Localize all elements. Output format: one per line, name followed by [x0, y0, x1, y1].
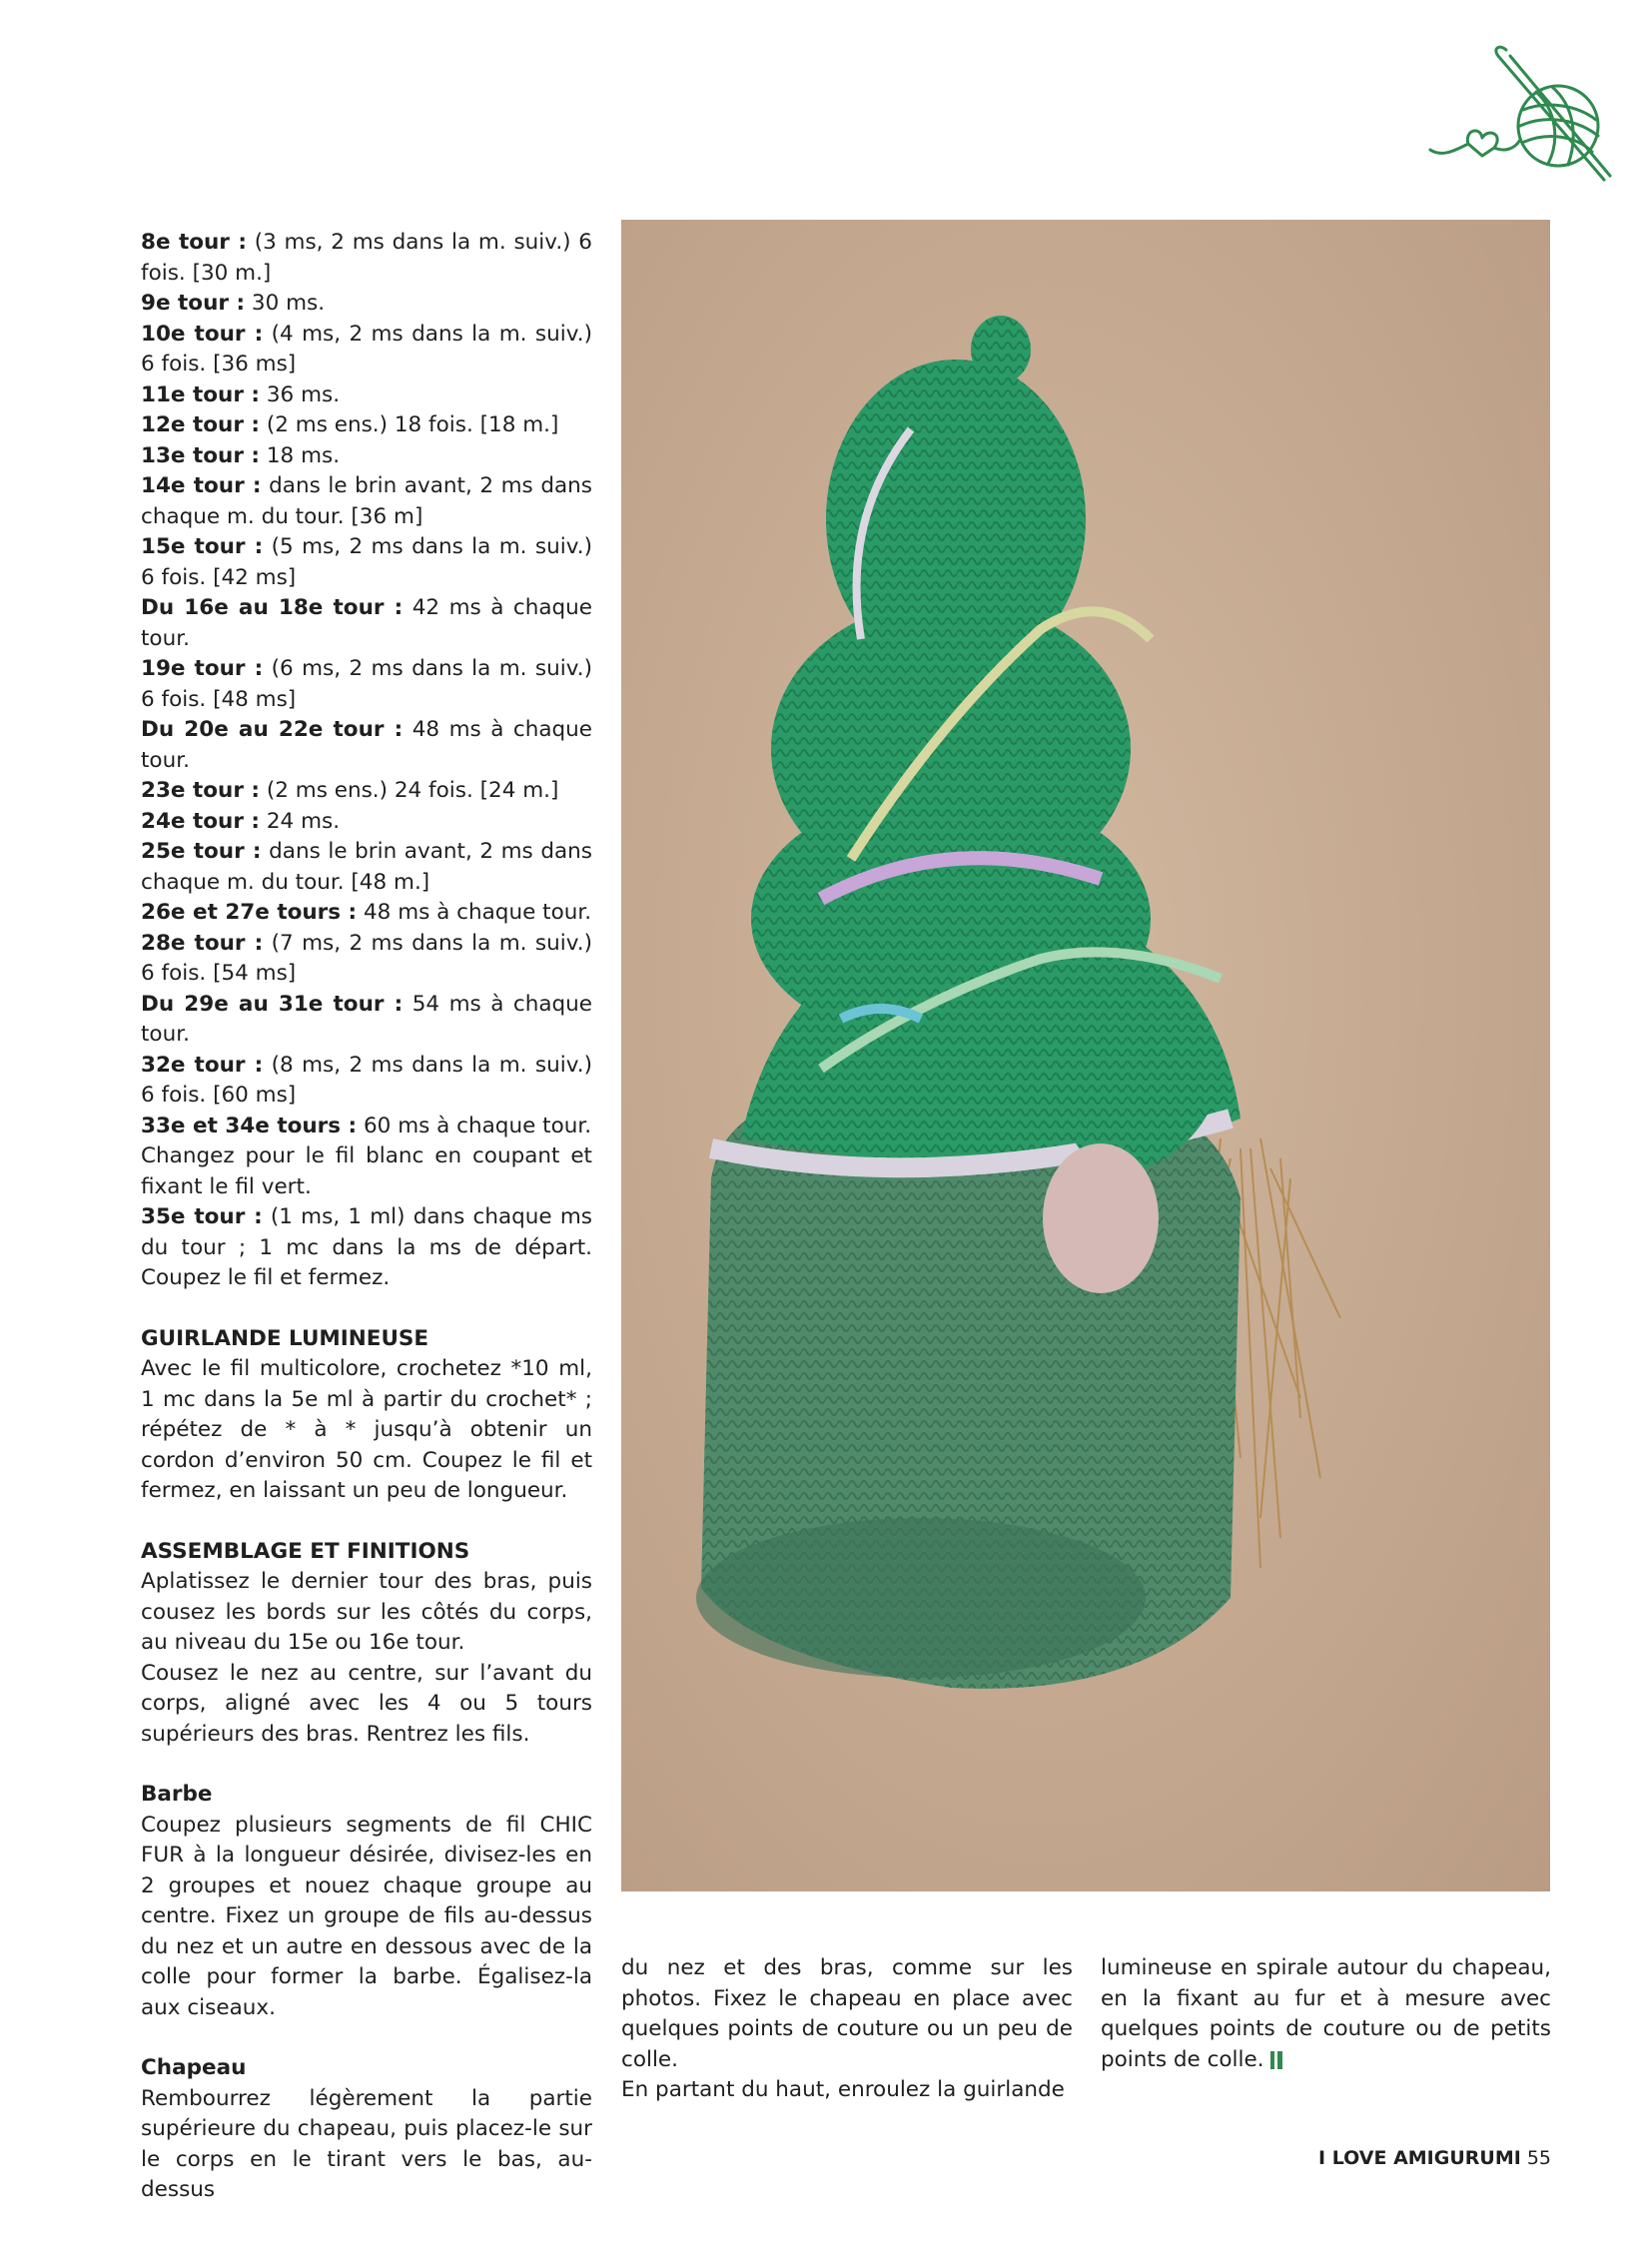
magazine-name: I LOVE AMIGURUMI [1318, 2147, 1521, 2169]
row-text: dans le brin avant, 2 ms dans chaque m. du tour. [36 m] [141, 473, 592, 529]
pattern-row [141, 776, 592, 807]
row-label: 33e et 34e tours : [141, 1113, 358, 1138]
row-text: 60 ms à chaque tour. [364, 1113, 592, 1138]
row-text: 30 ms. [251, 291, 326, 316]
row-text: 18 ms. [266, 442, 341, 468]
middle-column [621, 1953, 1073, 2106]
row-label: Du 20e au 22e tour : [141, 717, 404, 742]
chapeau-text-mid-2: En partant du haut, enroulez la guirlande [621, 2077, 1065, 2102]
assemblage-text-1: Aplatissez le dernier tour des bras, puis cousez les bords sur les côtés du corps, au niveau du 15e ou 16e tour. [141, 1569, 592, 1655]
chapeau-text-right [1101, 1953, 1551, 2078]
row-text: 36 ms. [266, 381, 341, 407]
pattern-row [141, 289, 592, 320]
pattern-row [141, 1141, 592, 1202]
row-label: 10e tour : [141, 321, 264, 347]
pattern-row [141, 410, 592, 441]
row-label: 11e tour : [141, 381, 261, 407]
row-text: (5 ms, 2 ms dans la m. suiv.) 6 fois. [42 ms] [141, 534, 592, 590]
row-label: 26e et 27e tours : [141, 900, 358, 925]
pattern-row [141, 532, 592, 593]
section-heading-barbe: Barbe [141, 1782, 213, 1807]
pattern-row [141, 837, 592, 898]
row-text: dans le brin avant, 2 ms dans chaque m. du tour. [48 m.] [141, 839, 592, 895]
row-text: (2 ms ens.) 18 fois. [18 m.] [266, 412, 559, 437]
pattern-row [141, 228, 592, 289]
row-text: (3 ms, 2 ms dans la m. suiv.) 6 fois. [30 m.] [141, 230, 592, 286]
yarn-ball-crochet-hook-heart-icon [1428, 40, 1618, 200]
pattern-row [141, 441, 592, 472]
right-column [1101, 1953, 1551, 2078]
section-heading-chapeau: Chapeau [141, 2055, 247, 2080]
row-label: 14e tour : [141, 473, 262, 498]
guirlande-text: Avec le fil multicolore, crochetez *10 ml, 1 mc dans la 5e ml à partir du crochet* ; répétez de * à * jusqu’à obtenir un cordon d’environ 50 cm. Coupez le fil et fermez, en laissant un peu de longueur. [141, 1356, 592, 1503]
row-label: 15e tour : [141, 534, 264, 559]
row-label: 35e tour : [141, 1204, 263, 1229]
pattern-row [141, 593, 592, 654]
section-heading-guirlande: GUIRLANDE LUMINEUSE [141, 1325, 429, 1351]
row-text: (7 ms, 2 ms dans la m. suiv.) 6 fois. [54 ms] [141, 930, 592, 986]
row-label: 12e tour : [141, 412, 261, 437]
pattern-row [141, 929, 592, 990]
row-text: Changez pour le fil blanc en coupant et fixant le fil vert. [141, 1143, 592, 1199]
pattern-row [141, 898, 592, 929]
assemblage-text-2: Cousez le nez au centre, sur l’avant du corps, aligné avec les 4 ou 5 tours supérieurs des bras. Rentrez les fils. [141, 1660, 592, 1747]
left-column [141, 228, 592, 2206]
pattern-row [141, 471, 592, 532]
row-label: 28e tour : [141, 930, 264, 956]
pattern-row [141, 380, 592, 411]
row-label: Du 16e au 18e tour : [141, 595, 404, 620]
row-text: 24 ms. [266, 808, 341, 834]
pattern-row [141, 990, 592, 1051]
row-label: 19e tour : [141, 656, 264, 681]
pattern-row [141, 1051, 592, 1112]
row-text: 48 ms à chaque tour. [364, 900, 592, 925]
magazine-logo [1428, 40, 1618, 200]
row-label: 9e tour : [141, 291, 246, 316]
barbe-text: Coupez plusieurs segments de fil CHIC FUR à la longueur désirée, divisez-les en 2 groupes et nouez chaque groupe au centre. Fixez un groupe de fils au-dessus du nez et un autre en dessous avec de la colle pour former la barbe. Égalisez-la aux ciseaux. [141, 1812, 592, 2020]
row-label: 13e tour : [141, 442, 261, 468]
pattern-row [141, 654, 592, 715]
crocheted-christmas-tree-gnome-photo [621, 220, 1550, 1891]
row-text: (4 ms, 2 ms dans la m. suiv.) 6 fois. [36 ms] [141, 321, 592, 376]
row-label: 25e tour : [141, 839, 262, 864]
row-label: 24e tour : [141, 808, 261, 834]
row-text: (2 ms ens.) 24 fois. [24 m.] [266, 778, 559, 803]
page-footer [1318, 2146, 1551, 2170]
row-text: (8 ms, 2 ms dans la m. suiv.) 6 fois. [60 ms] [141, 1052, 592, 1108]
page-number: 55 [1526, 2147, 1551, 2169]
row-text: 48 ms à chaque tour. [141, 717, 593, 773]
row-label: 32e tour : [141, 1052, 264, 1078]
row-text: (6 ms, 2 ms dans la m. suiv.) 6 fois. [48 ms] [141, 656, 592, 712]
section-heading-assemblage: ASSEMBLAGE ET FINITIONS [141, 1538, 470, 1564]
row-text: 42 ms à chaque tour. [141, 595, 593, 651]
row-label: Du 29e au 31e tour : [141, 991, 404, 1017]
pattern-row [141, 320, 592, 380]
row-label: 23e tour : [141, 778, 261, 803]
row-text: 54 ms à chaque tour. [141, 991, 593, 1047]
row-label: 8e tour : [141, 230, 247, 255]
pattern-row [141, 1112, 592, 1142]
chapeau-text-left: Rembourrez légèrement la partie supérieure du chapeau, puis placez-le sur le corps en le tirant vers le bas, au-dessus [141, 2085, 592, 2202]
chapeau-text-mid-1: du nez et des bras, comme sur les photos. Fixez le chapeau en place avec quelques points de couture ou un peu de colle. [621, 1955, 1073, 2072]
pattern-row [141, 715, 592, 776]
chapeau-text-right-content: lumineuse en spirale autour du chapeau, en la fixant au fur et à mesure avec quelques points de couture ou de petits points de colle. [1101, 1955, 1551, 2072]
pattern-row [141, 807, 592, 838]
end-mark-icon [1270, 2048, 1284, 2079]
pattern-row [141, 1202, 592, 1294]
row-text: (1 ms, 1 ml) dans chaque ms du tour ; 1 mc dans la ms de départ. Coupez le fil et fermez. [141, 1204, 592, 1290]
